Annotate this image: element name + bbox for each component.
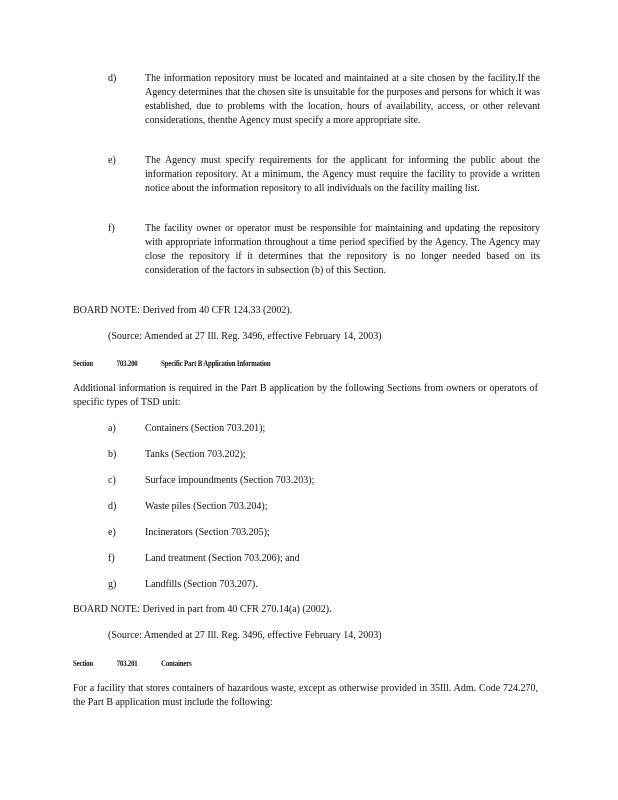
item-text: Incinerators (Section 703.205); [145,527,270,538]
source-note: (Source: Amended at 27 Ill. Reg. 3496, effective February 14, 2003) [108,331,382,342]
list-item [108,222,540,294]
item-label: d) [108,73,117,84]
item-text: Surface impoundments (Section 703.203); [145,475,315,486]
section-intro: Additional information is required in the Part B application by the following Sections from owners or operators of specific types of TSD unit: [73,383,538,408]
section-number: 703.200 [116,359,138,368]
section-intro: For a facility that stores containers of hazardous waste, except as otherwise provided in 35Ill. Adm. Code 724.270, the Part B application must include the following: [73,683,538,708]
section-word: Section [73,659,93,668]
item-label: e) [108,155,116,166]
board-note: BOARD NOTE: Derived in part from 40 CFR 270.14(a) (2002). [73,604,332,615]
section-title: Specific Part B Application Information [161,359,271,368]
item-text: Containers (Section 703.201); [145,423,266,434]
item-text: Tanks (Section 703.202); [145,449,246,460]
section-number: 703.201 [116,659,138,668]
section-title: Containers [161,659,192,668]
board-note: BOARD NOTE: Derived from 40 CFR 124.33 (2002). [73,305,293,316]
item-text: The facility owner or operator must be responsible for maintaining and updating the repository with appropriate information throughout a time period specified by the Agency. The Agency may close the repository if it determines that the repository is no longer needed based on its consideration of the factors in subsection (b) of this Section. [145,223,540,276]
item-label: e) [108,527,116,538]
item-text: Land treatment (Section 703.206); and [145,553,300,564]
section-heading [73,357,468,371]
item-text: Waste piles (Section 703.204); [145,501,268,512]
item-text: The information repository must be located and maintained at a site chosen by the facility.If the Agency determines that the chosen site is unsuitable for the purposes and persons for which it was established, due to problems with the location, hours of availability, access, or other relevant considerations, thenthe Agency must specify a more appropriate site. [145,73,540,126]
item-label: d) [108,501,117,512]
list-item [108,72,540,144]
source-note: (Source: Amended at 27 Ill. Reg. 3496, effective February 14, 2003) [108,630,382,641]
list-item [108,154,540,212]
item-label: f) [108,223,115,234]
item-label: b) [108,449,117,460]
item-text: The Agency must specify requirements for the applicant for informing the public about the information repository. At a minimum, the Agency must require the facility to provide a written notice about the information repository to all individuals on the facility mailing list. [145,155,540,194]
item-text: Landfills (Section 703.207). [145,579,258,590]
item-label: g) [108,579,117,590]
section-heading [73,657,468,671]
section-word: Section [73,359,93,368]
item-label: f) [108,553,115,564]
item-label: a) [108,423,116,434]
item-label: c) [108,475,116,486]
